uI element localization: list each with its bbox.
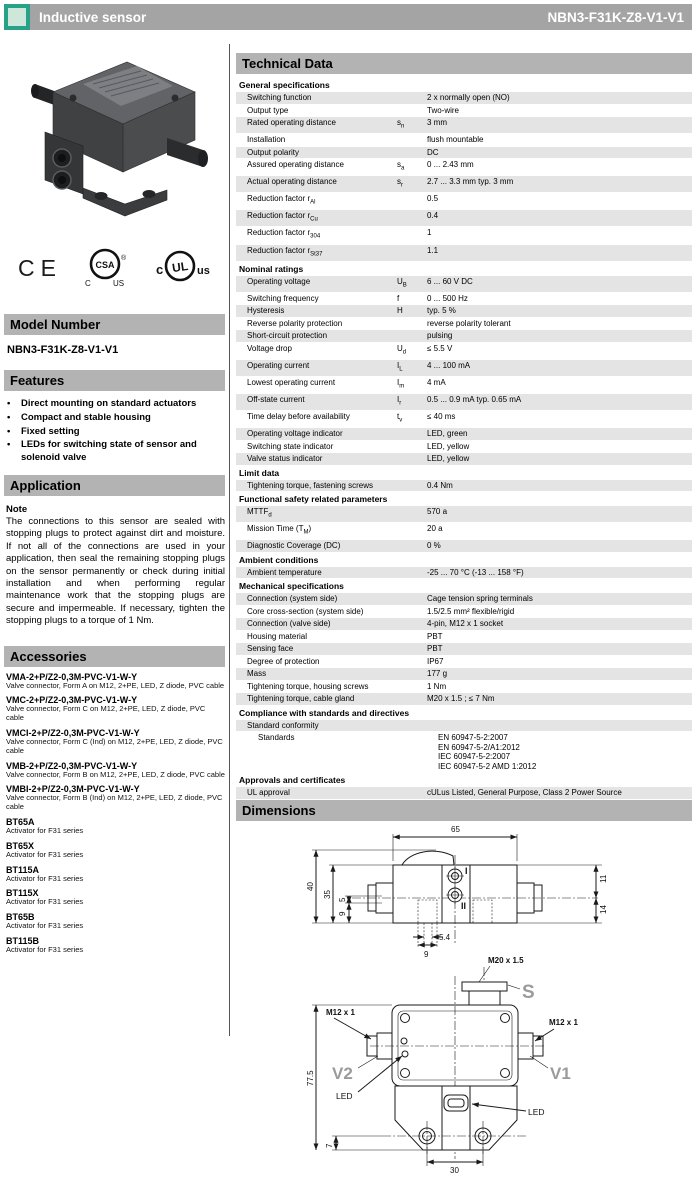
spec-symbol: $s_n$ xyxy=(397,118,405,130)
spec-section-title: Nominal ratings xyxy=(239,263,304,274)
dim-base-7: 7 xyxy=(325,1143,334,1148)
spec-label: Tightening torque, cable gland xyxy=(247,694,355,704)
feature-item xyxy=(7,398,225,411)
spec-row xyxy=(236,210,692,226)
spec-row xyxy=(236,318,692,330)
dim-slot-54: 5.4 xyxy=(439,932,451,942)
accessory-description: Activator for F31 series xyxy=(6,873,84,883)
spec-value: 2.7 ... 3.3 mm typ. 3 mm xyxy=(427,177,514,187)
dim-v2-label: V2 xyxy=(332,1063,353,1083)
features-list xyxy=(4,398,225,465)
spec-section-title: Mechanical specifications xyxy=(239,581,344,592)
ul-c: c xyxy=(155,262,164,277)
spec-value: 0.5 xyxy=(427,194,439,204)
bullet-icon: • xyxy=(7,439,11,451)
spec-value: Two-wire xyxy=(427,105,460,115)
spec-row xyxy=(236,720,692,732)
csa-us: US xyxy=(113,279,125,288)
accessory-description: Valve connector, Form C on M12, 2+PE, LED, Z diode, PVC cable xyxy=(6,704,206,723)
features-heading: Features xyxy=(4,370,225,391)
product-photo xyxy=(4,34,225,246)
spec-value: 0.4 Nm xyxy=(427,480,453,490)
spec-row xyxy=(236,668,692,680)
spec-value: PBT xyxy=(427,631,443,641)
spec-label: Ambient temperature xyxy=(247,567,322,577)
spec-value-line: IEC 60947-5-2:2007 xyxy=(438,752,511,762)
accessory-item xyxy=(6,865,225,884)
spec-symbol: $I_L$ xyxy=(397,360,403,373)
accessory-name: BT115X xyxy=(6,888,39,899)
spec-row xyxy=(236,441,692,453)
spec-value: LED, yellow xyxy=(427,454,470,464)
feature-text: LEDs for switching state of sensor and solenoid valve xyxy=(21,439,197,464)
spec-value: LED, green xyxy=(427,429,468,439)
spec-label: Standards xyxy=(258,733,295,743)
spec-value: 1.5/2.5 mm² flexible/rigid xyxy=(427,606,515,616)
spec-label: Core cross-section (system side) xyxy=(247,606,364,616)
csa-c: C xyxy=(85,279,92,288)
spec-label: Connection (valve side) xyxy=(247,619,331,629)
header-part-number: NBN3-F31K-Z8-V1-V1 xyxy=(547,9,684,25)
model-number-heading: Model Number xyxy=(4,314,225,335)
spec-label: Reduction factor $r_{Al}$ xyxy=(247,194,316,206)
accessory-item xyxy=(6,888,225,907)
spec-label: Reverse polarity protection xyxy=(247,318,343,328)
spec-label: Installation xyxy=(247,135,286,145)
ce-mark-icon: CE xyxy=(18,254,62,281)
spec-label: Reduction factor $r_{Cu}$ xyxy=(247,211,318,223)
spec-value-line: EN 60947-5-2:2007 xyxy=(438,733,508,743)
technical-data-table xyxy=(236,78,692,799)
application-heading: Application xyxy=(4,475,225,496)
dim-screw-ii: II xyxy=(461,900,467,911)
accessories-heading: Accessories xyxy=(4,646,225,667)
application-note-text: The connections to this sensor are sealed with stopping plugs to protect against dirt and moisture. If not all of the connections are used in your application, then seal the remaining stopping plugs on the sensor permanently or check during initial installation and when performing regular maintenance work that the stopping plugs are secure and impermeable. If necessary, tighten the stopping plugs to a torque of 1 Nm. xyxy=(6,515,225,627)
spec-value: M20 x 1.5 ; ≤ 7 Nm xyxy=(427,694,495,704)
spec-value: 570 a xyxy=(427,507,448,517)
accessory-name: VMA-2+P/Z2-0,3M-PVC-V1-W-Y xyxy=(6,671,138,682)
dim-led-left-label: LED xyxy=(336,1090,353,1101)
spec-value: ≤ 40 ms xyxy=(427,412,456,422)
spec-label: Reduction factor $r_{304}$ xyxy=(247,228,321,241)
spec-value: IP67 xyxy=(427,656,444,666)
bullet-icon: • xyxy=(7,398,11,409)
spec-label: Valve status indicator xyxy=(247,454,323,464)
accessory-item xyxy=(6,912,225,931)
spec-row xyxy=(236,606,692,618)
spec-label: Voltage drop xyxy=(247,343,292,353)
accessory-item xyxy=(6,761,225,780)
dim-m12-right: M12 x 1 xyxy=(549,1017,578,1027)
spec-row xyxy=(236,305,692,317)
document-title: Inductive sensor xyxy=(39,9,147,25)
spec-label: Short-circuit protection xyxy=(247,331,328,341)
accessory-item xyxy=(6,672,225,691)
spec-value: typ. 5 % xyxy=(427,306,456,316)
spec-value: 0 ... 2.43 mm xyxy=(427,160,474,170)
spec-row xyxy=(236,293,692,305)
spec-row xyxy=(236,540,692,552)
dim-screw-i: I xyxy=(465,865,468,876)
spec-label: Operating voltage xyxy=(247,276,311,286)
spec-symbol: $I_r$ xyxy=(397,395,402,407)
spec-row xyxy=(236,411,692,427)
spec-row xyxy=(236,480,692,492)
spec-row xyxy=(236,693,692,705)
spec-row xyxy=(236,631,692,643)
spec-value: 0.4 xyxy=(427,211,439,221)
spec-symbol: $t_v$ xyxy=(397,412,403,424)
spec-value: 177 g xyxy=(427,669,448,679)
spec-row xyxy=(236,330,692,342)
brand-logo-icon xyxy=(4,4,30,30)
header-bar xyxy=(4,4,692,30)
spec-label: Switching function xyxy=(247,93,312,102)
spec-value: 0.5 ... 0.9 mA typ. 0.65 mA xyxy=(427,395,522,405)
spec-label: Mass xyxy=(247,669,267,679)
spec-value xyxy=(438,733,692,771)
accessory-item xyxy=(6,817,225,836)
dim-height-775: 77.5 xyxy=(306,1070,315,1086)
spec-value: pulsing xyxy=(427,331,453,341)
spec-value: 1 xyxy=(427,228,432,238)
spec-row xyxy=(236,643,692,655)
accessory-item xyxy=(6,728,225,756)
spec-label: Housing material xyxy=(247,631,308,641)
accessory-item xyxy=(6,695,225,723)
spec-symbol: $s_r$ xyxy=(397,177,403,189)
spec-section-title: Limit data xyxy=(239,467,280,478)
spec-row xyxy=(236,227,692,243)
spec-label: Diagnostic Coverage (DC) xyxy=(247,541,341,551)
spec-section-title: Ambient conditions xyxy=(239,554,319,565)
spec-label: UL approval xyxy=(247,788,290,798)
spec-row xyxy=(236,134,692,146)
spec-row xyxy=(236,92,692,104)
spec-row xyxy=(236,159,692,175)
spec-row xyxy=(236,681,692,693)
spec-label: Standard conformity xyxy=(247,720,319,730)
spec-value: 1.1 xyxy=(427,245,439,255)
accessory-name: BT65A xyxy=(6,817,35,828)
spec-value: -25 ... 70 °C (-13 ... 158 °F) xyxy=(427,567,524,577)
spec-value: 3 mm xyxy=(427,118,447,127)
ul-mark-icon xyxy=(149,247,211,289)
spec-row xyxy=(236,343,692,359)
spec-row xyxy=(236,523,692,539)
spec-row xyxy=(236,360,692,376)
ul-text: UL xyxy=(171,258,190,276)
spec-value: flush mountable xyxy=(427,135,484,145)
spec-value: PBT xyxy=(427,644,443,654)
spec-section-title: Functional safety related parameters xyxy=(239,494,388,505)
spec-symbol: $I_m$ xyxy=(397,377,405,390)
spec-row xyxy=(236,618,692,630)
dimension-drawing-front-view xyxy=(306,956,578,1175)
spec-label: Operating current xyxy=(247,360,310,370)
spec-label: Tightening torque, fastening screws xyxy=(247,480,373,490)
spec-label: Switching state indicator xyxy=(247,441,334,451)
spec-section-title: Approvals and certificates xyxy=(239,775,346,786)
column-divider xyxy=(229,44,230,1036)
spec-row xyxy=(236,176,692,192)
spec-label: Off-state current xyxy=(247,395,305,405)
accessory-item xyxy=(6,784,225,812)
csa-registered: ® xyxy=(121,255,127,262)
spec-label: Lowest operating current xyxy=(247,377,336,387)
csa-mark-icon xyxy=(81,247,129,289)
dimension-drawings xyxy=(232,821,692,1184)
spec-row xyxy=(236,377,692,393)
spec-value: 4 mA xyxy=(427,377,446,387)
feature-text: Fixed setting xyxy=(21,425,80,437)
certification-marks xyxy=(4,246,225,290)
spec-row xyxy=(236,428,692,440)
accessories-list xyxy=(4,672,225,955)
feature-text: Compact and stable housing xyxy=(21,411,151,423)
ul-us: us xyxy=(196,265,210,277)
product-photo-illustration xyxy=(15,40,215,240)
spec-row xyxy=(236,732,692,772)
spec-row xyxy=(236,245,692,261)
spec-value: 20 a xyxy=(427,524,443,534)
spec-value: ≤ 5.5 V xyxy=(427,343,453,353)
spec-row xyxy=(236,105,692,117)
spec-label: Sensing face xyxy=(247,644,294,654)
dim-slot-9: 9 xyxy=(424,949,429,959)
accessory-description: Valve connector, Form A on M12, 2+PE, LED, Z diode, PVC cable xyxy=(6,680,225,690)
application-note-title: Note xyxy=(6,503,28,515)
dim-offset-5: 5 xyxy=(338,897,347,902)
spec-label: Output polarity xyxy=(247,147,300,157)
csa-text: CSA xyxy=(95,260,115,270)
spec-value: 4-pin, M12 x 1 socket xyxy=(427,619,504,629)
spec-label: Reduction factor $r_{St37}$ xyxy=(247,245,323,258)
model-number-value: NBN3-F31K-Z8-V1-V1 xyxy=(7,344,119,356)
spec-label: Mission Time $(T_M)$ xyxy=(247,524,312,536)
dimensions-heading: Dimensions xyxy=(236,800,692,821)
spec-value: cULus Listed, General Purpose, Class 2 Power Source xyxy=(427,788,622,798)
spec-label: Time delay before availability xyxy=(247,412,350,422)
spec-label: Hysteresis xyxy=(247,306,285,316)
left-column xyxy=(4,34,225,955)
feature-item xyxy=(7,412,225,425)
spec-value: DC xyxy=(427,147,439,157)
accessory-description: Activator for F31 series xyxy=(6,826,84,836)
feature-item xyxy=(7,439,225,465)
accessory-description: Activator for F31 series xyxy=(6,945,84,954)
spec-row xyxy=(236,567,692,579)
spec-label: Rated operating distance xyxy=(247,118,336,127)
spec-row xyxy=(236,656,692,668)
accessory-name: VMB-2+P/Z2-0,3M-PVC-V1-W-Y xyxy=(6,760,138,771)
bullet-icon: • xyxy=(7,425,11,437)
spec-label: Switching frequency xyxy=(247,293,319,303)
accessory-name: BT65X xyxy=(6,840,35,851)
dim-led-right-label: LED xyxy=(528,1106,545,1117)
spec-row xyxy=(236,453,692,465)
bullet-icon: • xyxy=(7,411,11,423)
feature-item xyxy=(7,426,225,439)
spec-value: 4 ... 100 mA xyxy=(427,360,471,370)
dim-top-width: 65 xyxy=(451,824,460,834)
spec-value: Cage tension spring terminals xyxy=(427,594,533,604)
spec-label: Assured operating distance xyxy=(247,160,344,170)
spec-row xyxy=(236,593,692,605)
accessory-name: VMC-2+P/Z2-0,3M-PVC-V1-W-Y xyxy=(6,695,138,706)
spec-value: reverse polarity tolerant xyxy=(427,318,511,328)
right-column xyxy=(236,53,692,1184)
dim-m12-left: M12 x 1 xyxy=(326,1007,355,1017)
spec-label: Output type xyxy=(247,105,289,115)
spec-value: 6 ... 60 V DC xyxy=(427,276,473,286)
spec-row xyxy=(236,193,692,209)
dim-offset-9: 9 xyxy=(338,911,347,916)
spec-value-line: EN 60947-5-2/A1:2012 xyxy=(438,742,520,752)
accessory-name: BT65B xyxy=(6,912,35,923)
spec-label: $MTTF_d$ xyxy=(247,507,272,519)
dimension-drawing-svg xyxy=(232,821,692,1179)
spec-symbol: f xyxy=(397,293,400,303)
spec-label: Degree of protection xyxy=(247,656,320,666)
spec-row xyxy=(236,117,692,133)
spec-row xyxy=(236,787,692,799)
spec-label: Connection (system side) xyxy=(247,594,338,604)
accessory-description: Valve connector, Form B on M12, 2+PE, LED, Z diode, PVC cable xyxy=(6,769,225,779)
accessory-name: VMCI-2+P/Z2-0,3M-PVC-V1-W-Y xyxy=(6,728,140,739)
spec-symbol: $U_d$ xyxy=(397,343,407,356)
spec-value: 0 % xyxy=(427,541,441,551)
accessory-description: Valve connector, Form B (Ind) on M12, 2+PE, LED, Z diode, PVC cable xyxy=(6,793,223,812)
dim-right-11: 11 xyxy=(599,874,608,883)
spec-section-title: General specifications xyxy=(239,80,330,90)
spec-row xyxy=(236,147,692,159)
dim-height-35: 35 xyxy=(323,890,332,899)
spec-symbol: H xyxy=(397,306,403,316)
spec-value: LED, yellow xyxy=(427,441,470,451)
spec-value: 1 Nm xyxy=(427,681,447,691)
accessory-name: BT115A xyxy=(6,864,40,875)
technical-data-heading: Technical Data xyxy=(236,53,692,74)
dim-v1-label: V1 xyxy=(550,1063,571,1083)
spec-value: 0 ... 500 Hz xyxy=(427,293,468,303)
dim-hole-spacing: 30 xyxy=(450,1165,459,1175)
dim-gland-label: M20 x 1.5 xyxy=(488,955,524,965)
spec-label: Operating voltage indicator xyxy=(247,429,343,439)
accessory-item xyxy=(6,936,225,955)
spec-row xyxy=(236,276,692,292)
spec-row xyxy=(236,506,692,522)
feature-text: Direct mounting on standard actuators xyxy=(21,398,197,409)
dimension-drawing-top-view xyxy=(306,825,608,959)
spec-value-line: IEC 60947-5-2 AMD 1:2012 xyxy=(438,761,537,771)
spec-label: Actual operating distance xyxy=(247,177,337,187)
spec-section-title: Compliance with standards and directives xyxy=(239,707,410,718)
accessory-description: Activator for F31 series xyxy=(6,849,84,859)
accessory-item xyxy=(6,841,225,860)
spec-symbol: $s_a$ xyxy=(397,160,405,172)
dim-right-14: 14 xyxy=(599,905,608,914)
accessory-description: Activator for F31 series xyxy=(6,921,84,931)
accessory-description: Activator for F31 series xyxy=(6,897,84,907)
dim-s-label: S xyxy=(522,981,535,1003)
accessory-name: VMBI-2+P/Z2-0,3M-PVC-V1-W-Y xyxy=(6,784,140,795)
accessory-name: BT115B xyxy=(6,936,40,946)
dim-height-40: 40 xyxy=(306,882,315,891)
spec-symbol: $U_B$ xyxy=(397,276,407,289)
spec-row xyxy=(236,394,692,410)
spec-value: 2 x normally open (NO) xyxy=(427,93,510,102)
spec-label: Tightening torque, housing screws xyxy=(247,681,369,691)
accessory-description: Valve connector, Form C (Ind) on M12, 2+PE, LED, Z diode, PVC cable xyxy=(6,737,223,755)
